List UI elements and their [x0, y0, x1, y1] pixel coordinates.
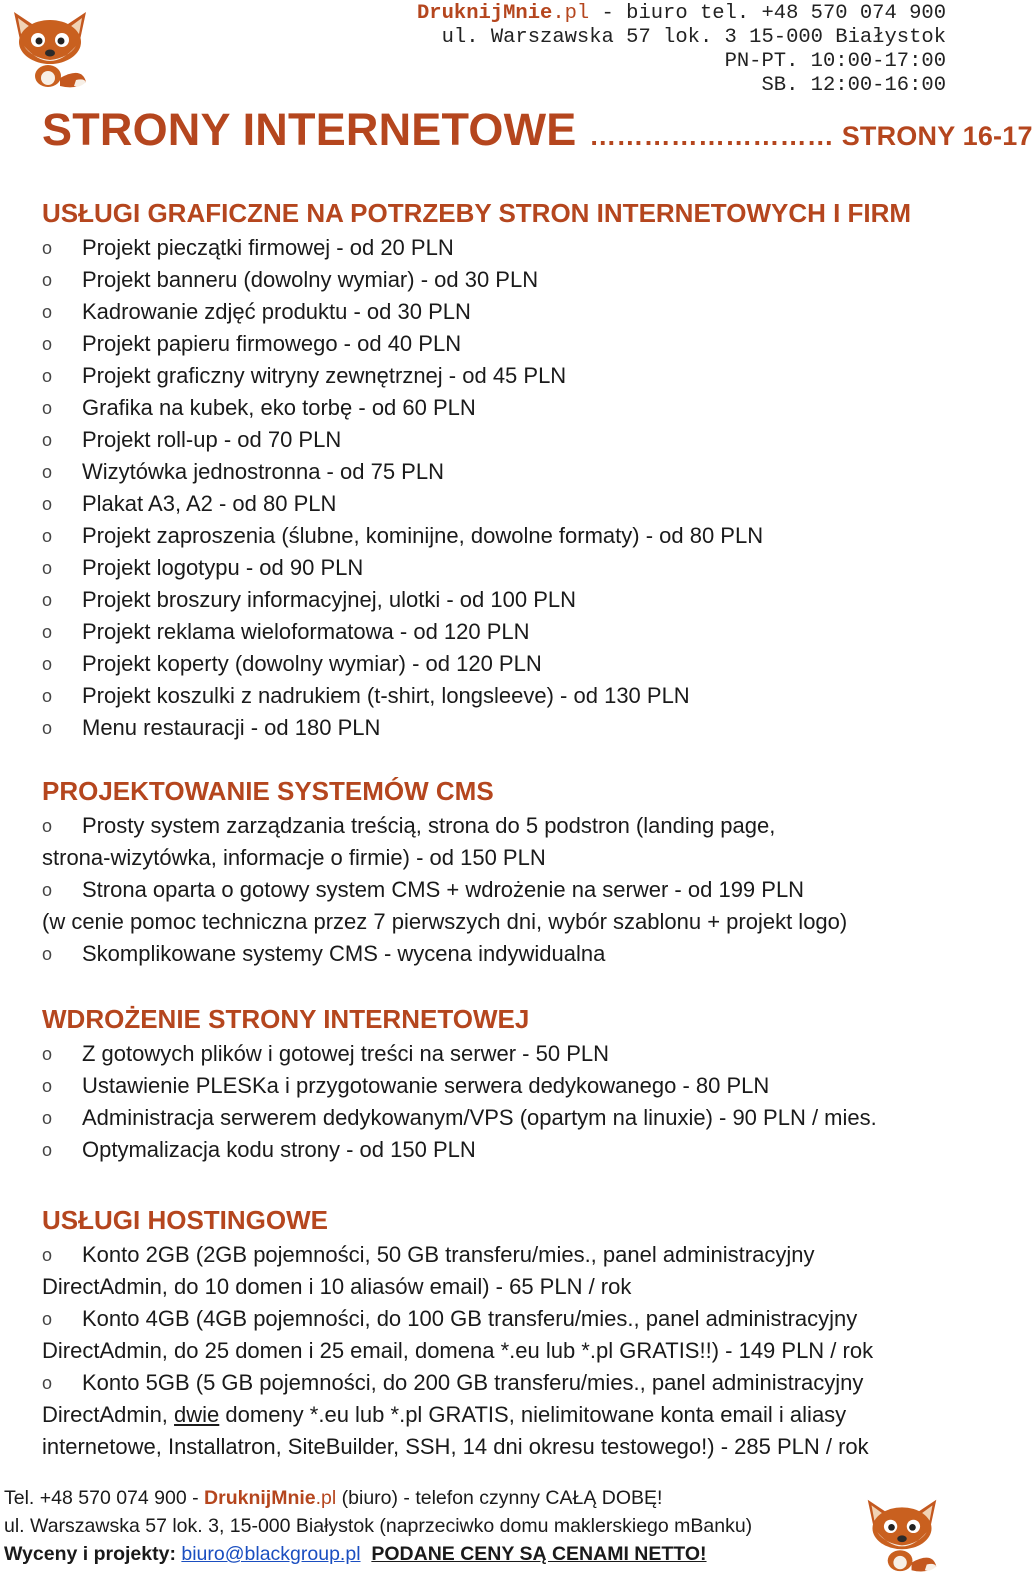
bullet-icon: o [42, 462, 53, 482]
section-cms [42, 774, 952, 970]
bullet-icon: o [42, 816, 53, 836]
item-text: Z gotowych plików i gotowej treści na serwer - 50 PLN [82, 1041, 609, 1066]
item-text: Konto 2GB (2GB pojemności, 50 GB transferu/mies., panel administracyjny [82, 1242, 815, 1267]
bullet-icon: o [42, 526, 53, 546]
bullet-icon: o [42, 590, 53, 610]
item-text: Projekt pieczątki firmowej - od 20 PLN [82, 235, 454, 260]
bullet-icon: o [42, 1076, 53, 1096]
section-hosting [42, 1203, 952, 1463]
header-hours-weekdays: PN-PT. 10:00-17:00 [724, 50, 946, 73]
footer-phone-line [4, 1484, 662, 1512]
item-text: Konto 5GB (5 GB pojemności, do 200 GB transferu/mies., panel administracyjny [82, 1370, 864, 1395]
item-text: Prosty system zarządzania treścią, strona do 5 podstron (landing page, [82, 813, 776, 838]
list-item [42, 264, 952, 296]
item-text: Menu restauracji - od 180 PLN [82, 715, 381, 740]
section-heading: USŁUGI GRAFICZNE NA POTRZEBY STRON INTERNETOWYCH I FIRM [42, 198, 912, 228]
footer-brand-domain: .pl [315, 1487, 337, 1509]
bullet-icon: o [42, 1245, 53, 1265]
list-item [42, 874, 952, 906]
fox-mascot-icon [8, 6, 92, 90]
list-item [42, 648, 952, 680]
bullet-icon: o [42, 238, 53, 258]
item-continuation: internetowe, Installatron, SiteBuilder, SSH, 14 dni okresu testowego!) - 285 PLN / rok [42, 1434, 869, 1459]
bullet-icon: o [42, 1140, 53, 1160]
brand-name: DruknijMnie [417, 2, 553, 25]
item-continuation: DirectAdmin, do 25 domen i 25 email, domena *.eu lub *.pl GRATIS!!) - 149 PLN / rok [42, 1338, 874, 1363]
item-continuation [42, 1399, 952, 1431]
item-text: Strona oparta o gotowy system CMS + wdrożenie na serwer - od 199 PLN [82, 877, 805, 902]
section-heading: USŁUGI HOSTINGOWE [42, 1205, 328, 1235]
item-text: Projekt graficzny witryny zewnętrznej - od 45 PLN [82, 363, 567, 388]
bullet-icon: o [42, 366, 53, 386]
item-text: Projekt broszury informacyjnej, ulotki - od 100 PLN [82, 587, 576, 612]
item-text: Projekt zaproszenia (ślubne, kominijne, dowolne formaty) - od 80 PLN [82, 523, 764, 548]
footer-brand: DruknijMnie [204, 1487, 316, 1509]
footer-quotes-line [4, 1540, 707, 1568]
list-item [42, 680, 952, 712]
title-main: STRONY INTERNETOWE [42, 104, 590, 155]
bullet-icon: o [42, 1309, 53, 1329]
section-deploy [42, 1002, 952, 1166]
list-item [42, 488, 952, 520]
list-item [42, 1070, 952, 1102]
bullet-icon: o [42, 686, 53, 706]
item-text: Projekt papieru firmowego - od 40 PLN [82, 331, 462, 356]
item-text: Optymalizacja kodu strony - od 150 PLN [82, 1137, 476, 1162]
footer-netto-notice: PODANE CENY SĄ CENAMI NETTO! [371, 1543, 707, 1565]
list-item [42, 1239, 952, 1271]
item-text: Plakat A3, A2 - od 80 PLN [82, 491, 337, 516]
bullet-icon: o [42, 1108, 53, 1128]
list-item [42, 552, 952, 584]
section-heading: PROJEKTOWANIE SYSTEMÓW CMS [42, 776, 494, 806]
bullet-icon: o [42, 944, 53, 964]
list-item [42, 520, 952, 552]
section-heading: WDROŻENIE STRONY INTERNETOWEJ [42, 1004, 530, 1034]
item-text: Ustawienie PLESKa i przygotowanie serwera dedykowanego - 80 PLN [82, 1073, 770, 1098]
item-text: Projekt roll-up - od 70 PLN [82, 427, 342, 452]
list-item [42, 1303, 952, 1335]
list-item [42, 424, 952, 456]
list-item [42, 232, 952, 264]
list-item [42, 328, 952, 360]
list-item [42, 296, 952, 328]
item-text: Kadrowanie zdjęć produktu - od 30 PLN [82, 299, 471, 324]
footer-address: ul. Warszawska 57 lok. 3, 15-000 Białystok (naprzeciwko domu maklerskiego mBanku) [4, 1515, 753, 1537]
bullet-icon: o [42, 430, 53, 450]
bullet-icon: o [42, 270, 53, 290]
list-item [42, 584, 952, 616]
list-item [42, 1038, 952, 1070]
bullet-icon: o [42, 494, 53, 514]
item-continuation: (w cenie pomoc techniczna przez 7 pierwszych dni, wybór szablonu + projekt logo) [42, 909, 848, 934]
bullet-icon: o [42, 1373, 53, 1393]
list-item [42, 712, 952, 744]
list-item [42, 616, 952, 648]
header-phone-line [417, 2, 946, 26]
list-item [42, 938, 952, 970]
item-text: Konto 4GB (4GB pojemności, do 100 GB transferu/mies., panel administracyjny [82, 1306, 858, 1331]
item-continuation: DirectAdmin, do 10 domen i 10 aliasów email) - 65 PLN / rok [42, 1274, 632, 1299]
list-item [42, 360, 952, 392]
graphics-list [42, 232, 952, 744]
bullet-icon: o [42, 334, 53, 354]
bullet-icon: o [42, 302, 53, 322]
fox-mascot-icon [862, 1494, 942, 1574]
item-text: Wizytówka jednostronna - od 75 PLN [82, 459, 444, 484]
footer-quotes-label: Wyceny i projekty: [4, 1543, 182, 1565]
brand-domain: .pl [552, 2, 590, 25]
bullet-icon: o [42, 880, 53, 900]
item-text: Administracja serwerem dedykowanym/VPS (opartym na linuxie) - 90 PLN / mies. [82, 1105, 877, 1130]
header-contact [417, 2, 946, 98]
bullet-icon: o [42, 1044, 53, 1064]
item-text: Projekt banneru (dowolny wymiar) - od 30 PLN [82, 267, 539, 292]
underlined-word: dwie [174, 1402, 220, 1427]
item-text: Projekt koperty (dowolny wymiar) - od 120 PLN [82, 651, 542, 676]
list-item [42, 1134, 952, 1166]
bullet-icon: o [42, 718, 53, 738]
list-item [42, 456, 952, 488]
list-item [42, 810, 952, 842]
header-hours-saturday: SB. 12:00-16:00 [761, 74, 946, 97]
cont-text: domeny *.eu lub *.pl GRATIS, nielimitowane konta email i aliasy [219, 1402, 847, 1427]
footer-email-link[interactable]: biuro@blackgroup.pl [181, 1543, 361, 1565]
list-item [42, 1102, 952, 1134]
bullet-icon: o [42, 398, 53, 418]
section-graphics [42, 196, 952, 744]
item-text: Skomplikowane systemy CMS - wycena indywidualna [82, 941, 606, 966]
list-item [42, 392, 952, 424]
bullet-icon: o [42, 654, 53, 674]
item-text: Projekt koszulki z nadrukiem (t-shirt, longsleeve) - od 130 PLN [82, 683, 690, 708]
item-continuation: strona-wizytówka, informacje o firmie) - od 150 PLN [42, 845, 546, 870]
page-title [42, 104, 1033, 156]
header-address: ul. Warszawska 57 lok. 3 15-000 Białystok [441, 26, 946, 49]
bullet-icon: o [42, 622, 53, 642]
footer-tel: Tel. +48 570 074 900 - [4, 1487, 205, 1509]
list-item [42, 1367, 952, 1399]
item-text: Projekt logotypu - od 90 PLN [82, 555, 364, 580]
title-pages: STRONY 16-17 [834, 121, 1033, 151]
item-text: Projekt reklama wieloformatowa - od 120 PLN [82, 619, 530, 644]
cont-text: DirectAdmin, [42, 1402, 175, 1427]
bullet-icon: o [42, 558, 53, 578]
footer-tel-suffix: (biuro) - telefon czynny CAŁĄ DOBĘ! [336, 1487, 663, 1509]
header-phone: - biuro tel. +48 570 074 900 [589, 2, 946, 25]
item-text: Grafika na kubek, eko torbę - od 60 PLN [82, 395, 476, 420]
title-dots: ……………………… [589, 121, 834, 151]
